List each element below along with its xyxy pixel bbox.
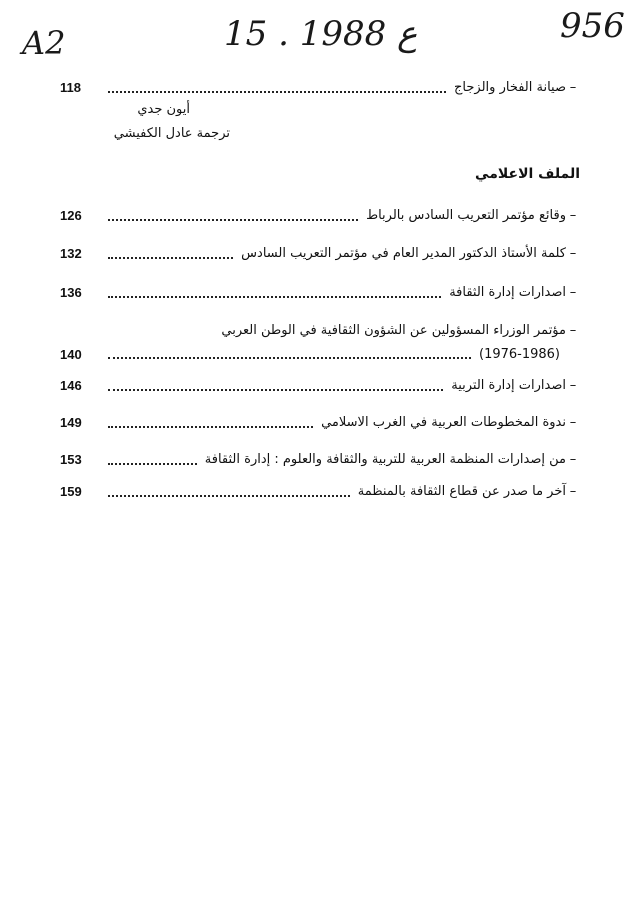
entry-title-line2: (1976-1986) [478, 346, 560, 362]
entry-dash: – [569, 484, 577, 499]
entry-title: اصدارات إدارة التربية [451, 378, 566, 393]
leader-dots [108, 355, 471, 359]
entry-page: 136 [60, 285, 82, 300]
leader-dots [108, 255, 233, 259]
handwritten-issue-date: 15 . ع 1988 [224, 14, 418, 54]
entry-title: صيانة الفخار والزجاج [454, 80, 566, 95]
entry-dash: – [569, 323, 577, 338]
toc-entry [60, 482, 580, 502]
entry-page: 140 [60, 346, 82, 362]
entry-title: من إصدارات المنظمة العربية للتربية والثقافة والعلوم : إدارة الثقافة [204, 452, 566, 467]
toc-entry [60, 244, 580, 264]
entry-dash: – [569, 285, 577, 300]
toc-entry [60, 206, 580, 226]
entry-dash: – [569, 452, 577, 467]
toc-entry [60, 283, 580, 303]
entry-dash: – [569, 208, 577, 223]
toc-entry-multiline [60, 321, 580, 341]
entry-page: 132 [60, 246, 82, 261]
toc-entry-pottery [60, 78, 580, 98]
entry-title: مؤتمر الوزراء المسؤولين عن الشؤون الثقافية في الوطن العربي [221, 323, 566, 338]
toc-entry [60, 376, 580, 396]
handwritten-code: A2 [22, 24, 66, 62]
leader-dots [108, 493, 350, 497]
entry-dash: – [569, 80, 577, 95]
entry-page: 118 [60, 80, 81, 95]
entry-translator: ترجمة عادل الكفيشي [113, 126, 230, 141]
entry-title: كلمة الأستاذ الدكتور المدير العام في مؤتمر التعريب السادس [241, 246, 566, 261]
leader-dots [108, 424, 313, 428]
section-title: الملف الاعلامي [475, 166, 580, 182]
leader-dots [108, 387, 443, 391]
leader-dots [108, 89, 446, 93]
entry-author: أيون جدي [137, 102, 190, 117]
leader-dots [108, 294, 441, 298]
handwritten-number: 956 [560, 6, 625, 46]
entry-title: اصدارات إدارة الثقافة [449, 285, 566, 300]
entry-title: ندوة المخطوطات العربية في الغرب الاسلامي [321, 415, 566, 430]
entry-page: 149 [60, 415, 82, 430]
entry-dash: – [569, 246, 577, 261]
entry-dash: – [569, 415, 577, 430]
entry-page: 146 [60, 378, 82, 393]
toc-entry [60, 413, 580, 433]
entry-title: آخر ما صدر عن قطاع الثقافة بالمنظمة [357, 484, 566, 499]
leader-dots [108, 461, 197, 465]
entry-dash: – [569, 378, 577, 393]
entry-title: وقائع مؤتمر التعريب السادس بالرباط [366, 208, 566, 223]
entry-page: 153 [60, 452, 82, 467]
entry-page: 126 [60, 208, 82, 223]
leader-dots [108, 217, 358, 221]
toc-entry-continuation [60, 344, 560, 364]
entry-page: 159 [60, 484, 82, 499]
toc-entry [60, 450, 580, 470]
